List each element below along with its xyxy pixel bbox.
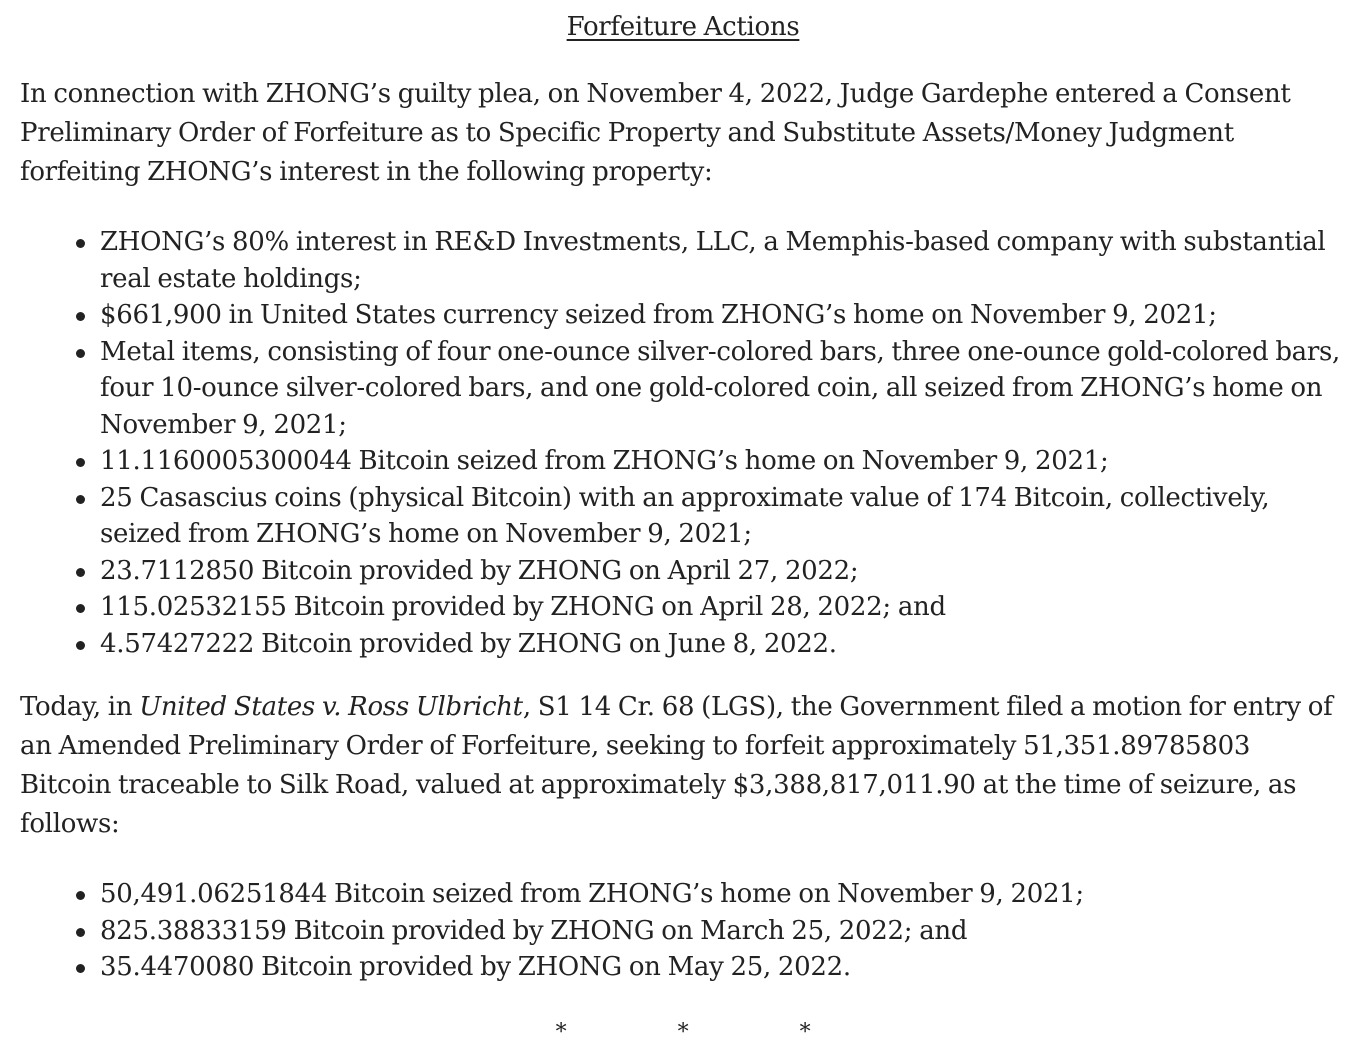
silk-road-bitcoin-list [20, 876, 1346, 986]
list-item-text: 35.4470080 Bitcoin provided by ZHONG on May 25, 2022. [100, 952, 851, 982]
list-item-text: 115.02532155 Bitcoin provided by ZHONG on April 28, 2022; and [100, 592, 946, 622]
forfeited-property-list [20, 224, 1346, 662]
list-item-text: $661,900 in United States currency seized from ZHONG’s home on November 9, 2021; [100, 300, 1217, 330]
list-item-text: 23.7112850 Bitcoin provided by ZHONG on April 27, 2022; [100, 555, 859, 586]
case-name: United States v. Ross Ulbricht [139, 692, 523, 722]
list-item [100, 480, 1346, 553]
bullet-icon [76, 349, 85, 358]
consent-order-paragraph: In connection with ZHONG’s guilty plea, on November 4, 2022, Judge Gardephe entered a Consent Preliminary Order of Forfeiture as to Specific Property and Substitute Assets/Money Judgment forfeiting ZHONG’s interest in the following property: [20, 79, 1291, 187]
list-item [100, 589, 1346, 626]
separator-asterisk: * [799, 1019, 811, 1045]
list-item-text: 825.38833159 Bitcoin provided by ZHONG on March 25, 2022; and [100, 915, 968, 946]
separator-asterisk: * [555, 1019, 567, 1045]
list-item-text: 50,491.06251844 Bitcoin seized from ZHONG’s home on November 9, 2021; [100, 879, 1084, 909]
bullet-icon [76, 495, 85, 504]
bullet-icon [76, 568, 85, 577]
list-item [100, 553, 1346, 590]
list-item [100, 876, 1346, 913]
motion-paragraph [20, 688, 1346, 844]
list-item-text: ZHONG’s 80% interest in RE&D Investments, LLC, a Memphis-based company with substantial real estate holdings; [100, 227, 1326, 294]
section-heading: Forfeiture Actions [566, 12, 800, 42]
list-item-text: 25 Casascius coins (physical Bitcoin) with an approximate value of 174 Bitcoin, collectively, seized from ZHONG’s home on November 9, 2021; [100, 482, 1270, 549]
list-item-text: 4.57427222 Bitcoin provided by ZHONG on June 8, 2022. [100, 628, 837, 659]
bullet-icon [76, 928, 85, 937]
list-item [100, 626, 1346, 663]
bullet-icon [76, 239, 85, 248]
motion-paragraph-body: , S1 14 Cr. 68 (LGS), the Government filed a motion for entry of an Amended Preliminary Order of Forfeiture, seeking to forfeit approximately 51,351.89785803 Bitcoin traceable to Silk Road, valued at approximately $3,388,817,011.90 at the time of seizure, as follows: [20, 692, 1333, 839]
list-item [100, 949, 1346, 986]
separator-asterisk: * [677, 1019, 689, 1045]
bullet-icon [76, 641, 85, 650]
section-separator [20, 1018, 1346, 1048]
bullet-icon [76, 964, 85, 973]
list-item [100, 443, 1346, 480]
list-item [100, 913, 1346, 950]
list-item [100, 297, 1346, 334]
list-item [100, 224, 1346, 297]
bullet-icon [76, 458, 85, 467]
bullet-icon [76, 891, 85, 900]
list-item-text: 11.1160005300044 Bitcoin seized from ZHONG’s home on November 9, 2021; [100, 446, 1109, 476]
motion-paragraph-prefix: Today, in [20, 692, 140, 722]
list-item [100, 334, 1346, 444]
bullet-icon [76, 312, 85, 321]
list-item-text: Metal items, consisting of four one-ounce silver-colored bars, three one-ounce gold-colored bars, four 10-ounce silver-colored bars, and one gold-colored coin, all seized from ZHONG’s home on November 9, 2021; [100, 336, 1341, 440]
bullet-icon [76, 604, 85, 613]
